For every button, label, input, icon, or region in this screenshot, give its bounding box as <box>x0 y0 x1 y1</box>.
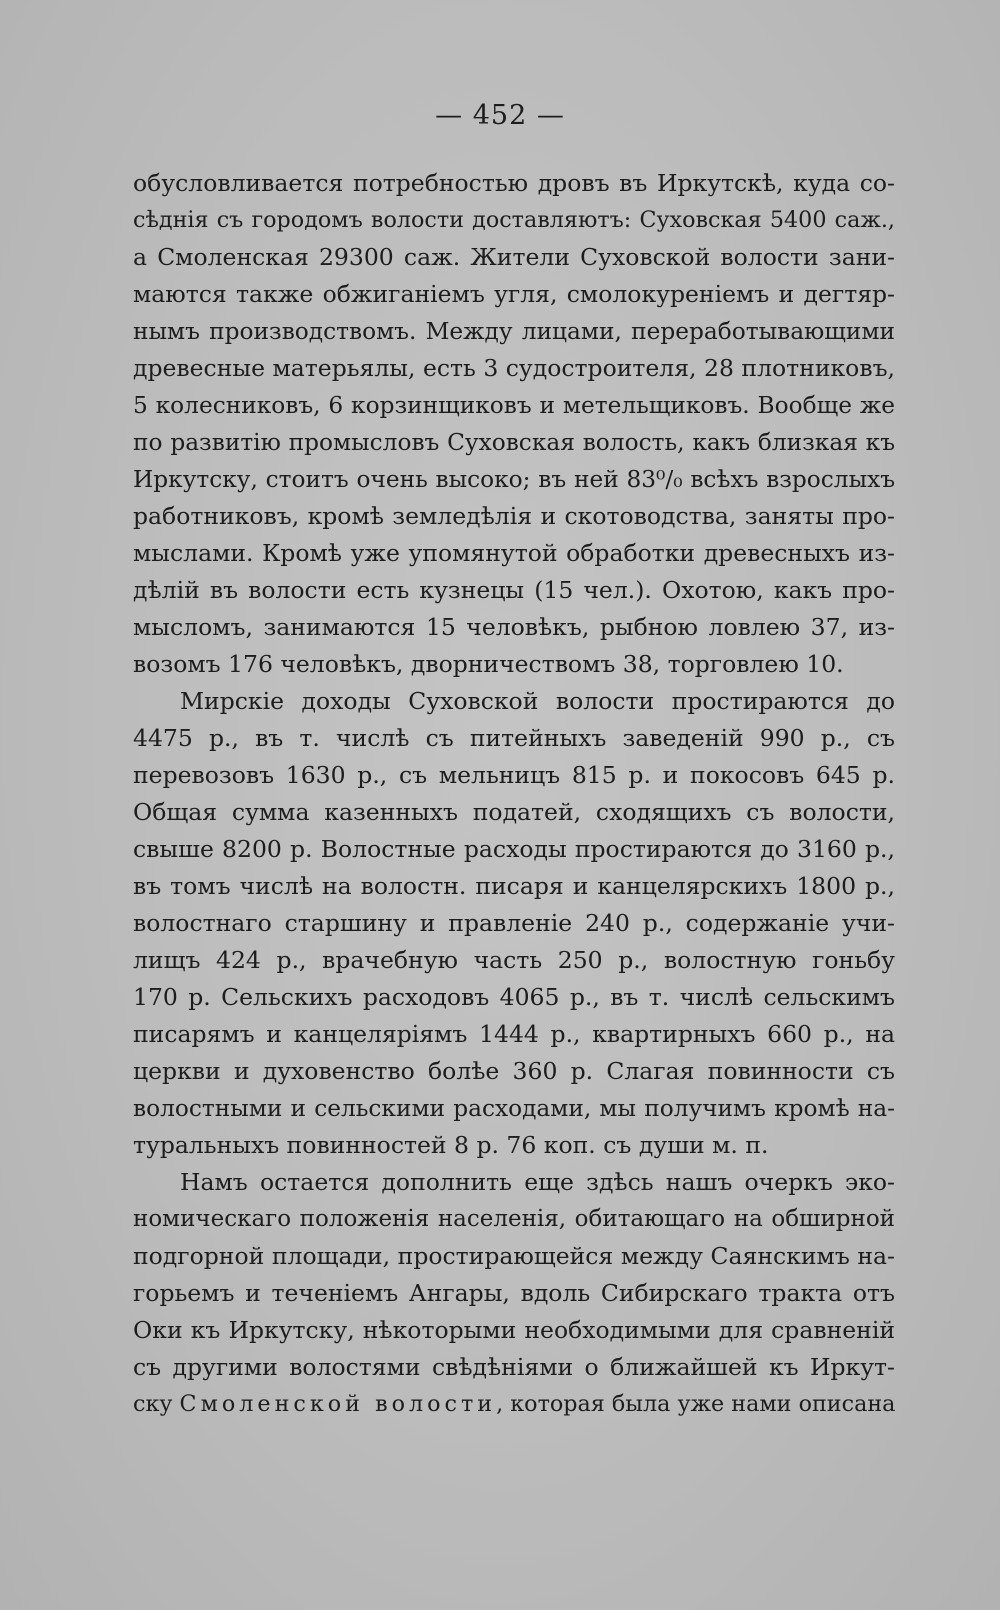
text-segment: ску <box>133 1391 180 1417</box>
text-line: мысломъ, занимаются 15 человѣкъ, рыбною ловлею 37, из- <box>133 613 895 641</box>
text-line: древесные матерьялы, есть 3 судостроителя, 28 плотниковъ, <box>133 354 895 382</box>
text-line: писарямъ и канцеляріямъ 1444 р., квартирныхъ 660 р., на <box>133 1020 895 1048</box>
body-text <box>133 165 895 1423</box>
text-line: нымъ производствомъ. Между лицами, переработывающими <box>133 318 895 345</box>
text-line-final <box>133 1386 895 1423</box>
paragraph <box>133 683 895 1164</box>
text-line: Общая сумма казенныхъ податей, сходящихъ съ волости, <box>133 798 895 826</box>
text-line: дѣлій въ волости есть кузнецы (15 чел.). Охотою, какъ про- <box>133 576 895 604</box>
text-line: а Смоленская 29300 саж. Жители Суховской волости зани- <box>133 243 895 271</box>
text-line: свыше 8200 р. Волостные расходы простираются до 3160 р., <box>133 835 895 863</box>
text-line: номическаго положенія населенія, обитающаго на обширной <box>133 1206 895 1232</box>
text-line: сѣднія съ городомъ волости доставляютъ: Суховская 5400 саж., <box>133 207 895 233</box>
text-line: 4475 р., въ т. числѣ съ питейныхъ заведеній 990 р., съ <box>133 724 895 752</box>
text-line: маются также обжиганіемъ угля, смолокуреніемъ и дегтяр- <box>133 280 895 308</box>
text-line: работниковъ, кромѣ земледѣлія и скотоводства, заняты про- <box>133 502 895 530</box>
text-line: 170 р. Сельскихъ расходовъ 4065 р., въ т. числѣ сельскимъ <box>133 983 895 1011</box>
text-line: перевозовъ 1630 р., съ мельницъ 815 р. и покосовъ 645 р. <box>133 761 895 789</box>
text-line: церкви и духовенство болѣе 360 р. Слагая повинности съ <box>133 1057 895 1085</box>
spaced-place-name: Смоленской волости <box>179 1391 497 1417</box>
text-line: Оки къ Иркутску, нѣкоторыми необходимыми для сравненій <box>133 1316 895 1344</box>
text-line: горьемъ и теченіемъ Ангары, вдоль Сибирскаго тракта отъ <box>133 1279 895 1307</box>
text-line: по развитію промысловъ Суховская волость, какъ близкая къ <box>133 429 895 456</box>
text-line: съ другими волостями свѣдѣніями о ближайшей къ Иркут- <box>133 1353 895 1381</box>
text-line: 5 колесниковъ, 6 корзинщиковъ и метельщиковъ. Вообще же <box>133 392 895 419</box>
text-line: туральныхъ повинностей 8 р. 76 коп. съ души м. п. <box>133 1131 769 1159</box>
text-line: лищъ 424 р., врачебную часть 250 р., волостную гоньбу <box>133 946 895 974</box>
text-line: обусловливается потребностью дровъ въ Иркутскѣ, куда со- <box>133 169 895 197</box>
text-line: Иркутску, стоитъ очень высоко; въ ней 83⁰/₀ всѣхъ взрослыхъ <box>133 466 895 493</box>
text-line: Мирскіе доходы Суховской волости простираются до <box>180 687 895 715</box>
text-line: подгорной площади, простирающейся между Саянскимъ на- <box>133 1242 895 1270</box>
text-segment: , которая была уже нами описана <box>496 1391 895 1417</box>
text-line: волостнаго старшину и правленіе 240 р., содержаніе учи- <box>133 909 895 937</box>
page-number: — 452 — <box>435 100 565 131</box>
text-line: мыслами. Кромѣ уже упомянутой обработки древесныхъ из- <box>133 539 895 567</box>
text-line: волостными и сельскими расходами, мы получимъ кромѣ на- <box>133 1095 895 1122</box>
text-line: въ томъ числѣ на волостн. писаря и канцелярскихъ 1800 р., <box>133 872 895 900</box>
paragraph <box>133 1164 895 1423</box>
text-line: Намъ остается дополнить еще здѣсь нашъ очеркъ эко- <box>180 1168 895 1196</box>
text-line: возомъ 176 человѣкъ, дворничествомъ 38, торговлею 10. <box>133 650 844 678</box>
paragraph <box>133 165 895 683</box>
